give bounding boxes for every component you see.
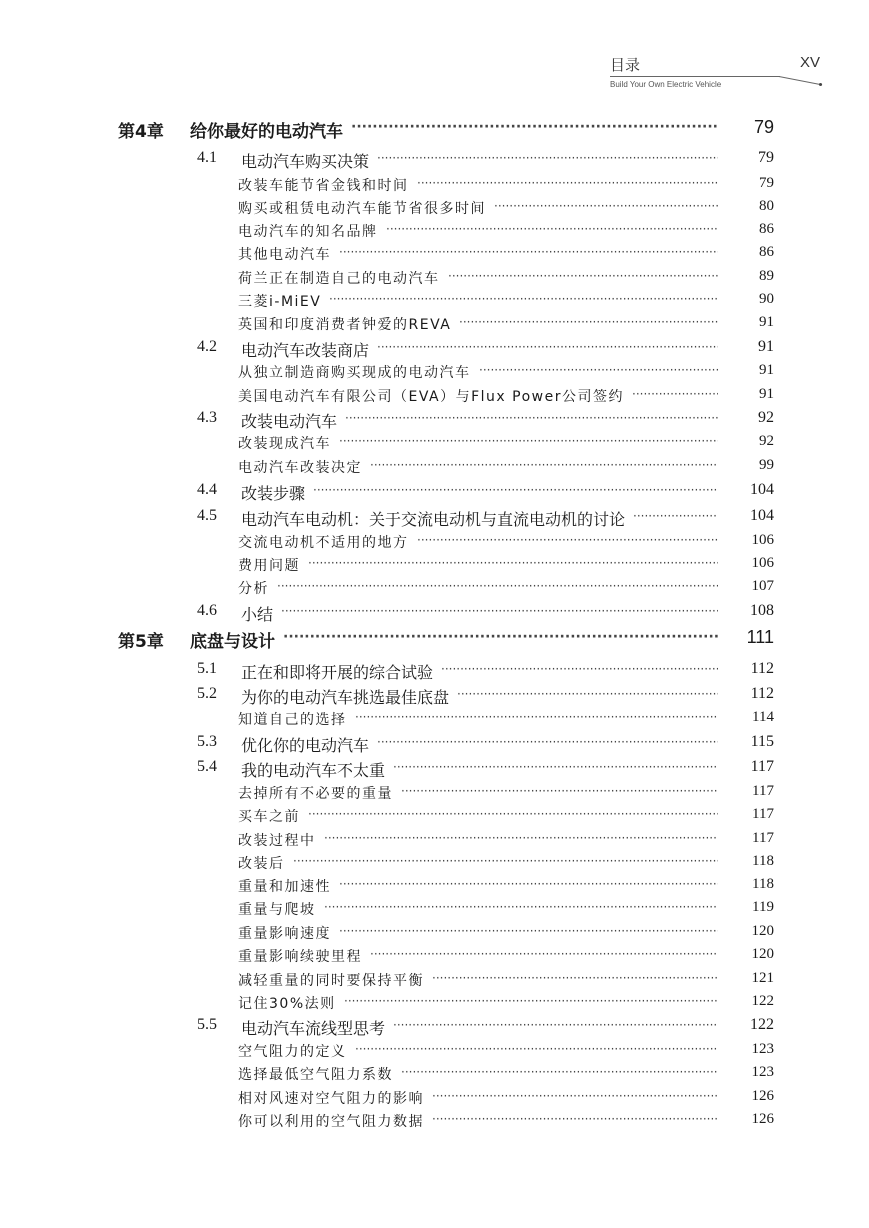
toc-subsection-entry[interactable] [0, 175, 869, 195]
toc-page-number: 112 [750, 685, 774, 702]
toc-chapter-entry[interactable] [0, 117, 869, 143]
toc-entry-title: 买车之前 [238, 809, 300, 825]
toc-subsection-entry[interactable] [0, 853, 869, 873]
toc-leader-dots [329, 292, 718, 310]
toc-subsection-entry[interactable] [0, 876, 869, 896]
toc-entry-title: 去掉所有不必要的重量 [238, 786, 393, 802]
toc-leader-dots [339, 434, 718, 452]
toc-entry-title: 重量影响续驶里程 [238, 949, 362, 965]
toc-section-entry[interactable] [0, 758, 869, 780]
running-header-subtitle: Build Your Own Electric Vehicle [610, 80, 722, 89]
toc-entry-number: 5.5 [197, 1016, 217, 1033]
toc-entry-number: 4.5 [197, 507, 217, 524]
toc-page-number: 114 [752, 709, 774, 725]
toc-leader-dots [479, 363, 718, 381]
toc-subsection-entry[interactable] [0, 946, 869, 966]
toc-entry-number: 5.3 [197, 733, 217, 750]
toc-subsection-entry[interactable] [0, 783, 869, 803]
toc-page-number: 91 [759, 386, 774, 402]
toc-entry-title: 改装步骤 [241, 484, 306, 503]
toc-leader-dots [632, 387, 718, 405]
toc-entry-title: 减轻重量的同时要保持平衡 [238, 973, 424, 989]
toc-entry-title: 重量影响速度 [238, 926, 331, 942]
toc-subsection-entry[interactable] [0, 970, 869, 990]
toc-page-number: 79 [753, 117, 774, 137]
toc-page-number: 120 [751, 923, 774, 939]
toc-entry-title: 正在和即将开展的综合试验 [241, 663, 434, 682]
toc-page-number: 126 [751, 1088, 774, 1104]
toc-subsection-entry[interactable] [0, 709, 869, 729]
toc-page-number: 104 [750, 507, 774, 524]
toc-page-number: 117 [752, 830, 774, 846]
toc-leader-dots [308, 556, 718, 574]
toc-entry-title: 美国电动汽车有限公司（EVA）与Flux Power公司签约 [238, 389, 624, 405]
toc-leader-dots [417, 533, 718, 551]
toc-page-number: 86 [759, 221, 774, 237]
toc-page-number: 106 [751, 555, 774, 571]
toc-leader-dots [432, 1112, 718, 1130]
toc-page-number: 122 [750, 1016, 774, 1033]
toc-subsection-entry[interactable] [0, 268, 869, 288]
toc-subsection-entry[interactable] [0, 457, 869, 477]
toc-page-number: 115 [750, 733, 774, 750]
toc-section-entry[interactable] [0, 685, 869, 707]
toc-entry-title: 分析 [238, 581, 269, 597]
toc-page-number: 118 [752, 853, 774, 869]
toc-entry-title: 电动汽车流线型思考 [241, 1019, 386, 1038]
toc-page-number: 79 [759, 175, 774, 191]
toc-leader-dots [401, 1065, 718, 1083]
toc-section-entry[interactable] [0, 338, 869, 360]
toc-entry-title: 给你最好的电动汽车 [190, 122, 343, 142]
toc-entry-title: 电动汽车电动机：关于交流电动机与直流电动机的讨论 [241, 510, 626, 529]
toc-entry-title: 改装电动汽车 [241, 412, 338, 431]
toc-page-number: 117 [752, 806, 774, 822]
toc-subsection-entry[interactable] [0, 1064, 869, 1084]
toc-page-number: 126 [751, 1111, 774, 1127]
toc-leader-dots [345, 411, 718, 429]
toc-subsection-entry[interactable] [0, 555, 869, 575]
toc-entry-number: 4.3 [197, 409, 217, 426]
toc-leader-dots [355, 710, 718, 728]
header-rule [610, 76, 780, 77]
toc-leader-dots [339, 877, 718, 895]
toc-subsection-entry[interactable] [0, 1088, 869, 1108]
toc-leader-dots [351, 119, 718, 141]
toc-entry-title: 费用问题 [238, 558, 300, 574]
toc-entry-title: 小结 [241, 605, 274, 624]
toc-page-number: 91 [759, 314, 774, 330]
toc-entry-title: 底盘与设计 [190, 632, 275, 652]
toc-entry-title: 你可以利用的空气阻力数据 [238, 1114, 424, 1130]
toc-entry-title: 相对风速对空气阻力的影响 [238, 1091, 424, 1107]
toc-subsection-entry[interactable] [0, 993, 869, 1013]
toc-page-number: 121 [751, 970, 774, 986]
running-header-page-number: XV [799, 54, 820, 71]
toc-entry-number: 5.2 [197, 685, 217, 702]
toc-leader-dots [324, 831, 718, 849]
toc-leader-dots [324, 900, 718, 918]
toc-entry-number: 5.4 [197, 758, 217, 775]
toc-entry-title: 重量与爬坡 [238, 902, 316, 918]
toc-page-number: 112 [750, 660, 774, 677]
toc-entry-title: 交流电动机不适用的地方 [238, 535, 409, 551]
toc-subsection-entry[interactable] [0, 362, 869, 382]
toc-page-number: 117 [752, 783, 774, 799]
toc-entry-title: 改装过程中 [238, 833, 316, 849]
toc-subsection-entry[interactable] [0, 578, 869, 598]
toc-subsection-entry[interactable] [0, 198, 869, 218]
toc-entry-title: 为你的电动汽车挑选最佳底盘 [241, 688, 450, 707]
toc-entry-title: 电动汽车改装商店 [241, 341, 370, 360]
toc-leader-dots [281, 604, 718, 622]
toc-subsection-entry[interactable] [0, 244, 869, 264]
toc-leader-dots [633, 509, 718, 527]
toc-page-number: 86 [759, 244, 774, 260]
toc-leader-dots [401, 784, 718, 802]
toc-leader-dots [293, 854, 718, 872]
toc-leader-dots [283, 629, 718, 651]
toc-page-number: 104 [750, 481, 774, 498]
toc-subsection-entry[interactable] [0, 923, 869, 943]
toc-subsection-entry[interactable] [0, 532, 869, 552]
toc-page-number: 111 [746, 627, 774, 647]
toc-leader-dots [355, 1042, 718, 1060]
toc-leader-dots [448, 269, 718, 287]
toc-entry-title: 电动汽车改装决定 [238, 460, 362, 476]
toc-leader-dots [393, 1018, 718, 1036]
toc-page-number: 108 [750, 602, 774, 619]
toc-page-number: 106 [751, 532, 774, 548]
toc-subsection-entry[interactable] [0, 1111, 869, 1131]
toc-entry-number: 4.2 [197, 338, 217, 355]
toc-entry-title: 改装现成汽车 [238, 436, 331, 452]
toc-section-entry[interactable] [0, 660, 869, 682]
running-header-title: 目录 [610, 56, 641, 74]
toc-leader-dots [313, 483, 718, 501]
toc-subsection-entry[interactable] [0, 830, 869, 850]
toc-page-number: 80 [759, 198, 774, 214]
toc-page-number: 123 [751, 1064, 774, 1080]
toc-page-number: 122 [751, 993, 774, 1009]
toc-section-entry[interactable] [0, 409, 869, 431]
toc-leader-dots [393, 760, 718, 778]
toc-entry-title: 改装后 [238, 856, 285, 872]
toc-entry-title: 电动汽车购买决策 [241, 152, 370, 171]
toc-page-number: 117 [750, 758, 774, 775]
toc-entry-title: 选择最低空气阻力系数 [238, 1067, 393, 1083]
toc-leader-dots [339, 245, 718, 263]
toc-entry-title: 改装车能节省金钱和时间 [238, 178, 409, 194]
toc-section-entry[interactable] [0, 1016, 869, 1038]
toc-leader-dots [417, 176, 718, 194]
toc-page-number: 90 [759, 291, 774, 307]
toc-subsection-entry[interactable] [0, 433, 869, 453]
toc-entry-number: 4.6 [197, 602, 217, 619]
toc-entry-number: 4.1 [197, 149, 217, 166]
toc-section-entry[interactable] [0, 507, 869, 529]
toc-entry-title: 记住30%法则 [238, 996, 336, 1012]
toc-leader-dots [457, 687, 718, 705]
toc-entry-title: 我的电动汽车不太重 [241, 761, 386, 780]
toc-page-number: 91 [759, 362, 774, 378]
toc-section-entry[interactable] [0, 733, 869, 755]
toc-entry-title: 知道自己的选择 [238, 712, 347, 728]
toc-leader-dots [339, 924, 718, 942]
toc-leader-dots [308, 807, 718, 825]
header-rule-dot [819, 83, 822, 86]
toc-entry-title: 购买或租赁电动汽车能节省很多时间 [238, 201, 486, 217]
toc-section-entry[interactable] [0, 149, 869, 171]
toc-leader-dots [494, 199, 718, 217]
toc-entry-title: 电动汽车的知名品牌 [238, 224, 378, 240]
toc-leader-dots [377, 151, 718, 169]
toc-subsection-entry[interactable] [0, 899, 869, 919]
toc-page-number: 92 [758, 409, 774, 426]
toc-subsection-entry[interactable] [0, 314, 869, 334]
toc-leader-dots [441, 662, 718, 680]
toc-entry-number: 第5章 [118, 632, 164, 652]
toc-subsection-entry[interactable] [0, 221, 869, 241]
toc-leader-dots [277, 579, 718, 597]
toc-entry-title: 从独立制造商购买现成的电动汽车 [238, 365, 471, 381]
toc-leader-dots [370, 458, 718, 476]
toc-leader-dots [377, 735, 718, 753]
toc-leader-dots [344, 994, 718, 1012]
toc-entry-title: 三菱i-MiEV [238, 294, 322, 310]
toc-subsection-entry[interactable] [0, 386, 869, 406]
toc-entry-title: 英国和印度消费者钟爱的REVA [238, 317, 452, 333]
toc-section-entry[interactable] [0, 602, 869, 624]
toc-entry-title: 重量和加速性 [238, 879, 331, 895]
toc-leader-dots [386, 222, 718, 240]
toc-entry-title: 其他电动汽车 [238, 247, 331, 263]
toc-leader-dots [432, 971, 718, 989]
toc-page-number: 99 [759, 457, 774, 473]
toc-entry-title: 荷兰正在制造自己的电动汽车 [238, 271, 440, 287]
toc-entry-number: 4.4 [197, 481, 217, 498]
header-rule-slant [779, 76, 822, 85]
toc-page-number: 120 [751, 946, 774, 962]
toc-entry-number: 第4章 [118, 122, 164, 142]
toc-section-entry[interactable] [0, 481, 869, 503]
toc-leader-dots [370, 947, 718, 965]
toc-subsection-entry[interactable] [0, 806, 869, 826]
toc-leader-dots [377, 340, 718, 358]
toc-page-number: 91 [758, 338, 774, 355]
toc-page-number: 118 [752, 876, 774, 892]
toc-entry-title: 优化你的电动汽车 [241, 736, 370, 755]
toc-subsection-entry[interactable] [0, 291, 869, 311]
toc-page-number: 119 [752, 899, 774, 915]
running-header [610, 54, 820, 94]
toc-subsection-entry[interactable] [0, 1041, 869, 1061]
toc-chapter-entry[interactable] [0, 627, 869, 653]
toc-page-number: 89 [759, 268, 774, 284]
toc-page-number: 92 [759, 433, 774, 449]
toc-page-number: 107 [751, 578, 774, 594]
toc-page-number: 79 [758, 149, 774, 166]
toc-leader-dots [459, 315, 718, 333]
toc-entry-title: 空气阻力的定义 [238, 1044, 347, 1060]
toc-page-number: 123 [751, 1041, 774, 1057]
toc-entry-number: 5.1 [197, 660, 217, 677]
toc-leader-dots [432, 1089, 718, 1107]
